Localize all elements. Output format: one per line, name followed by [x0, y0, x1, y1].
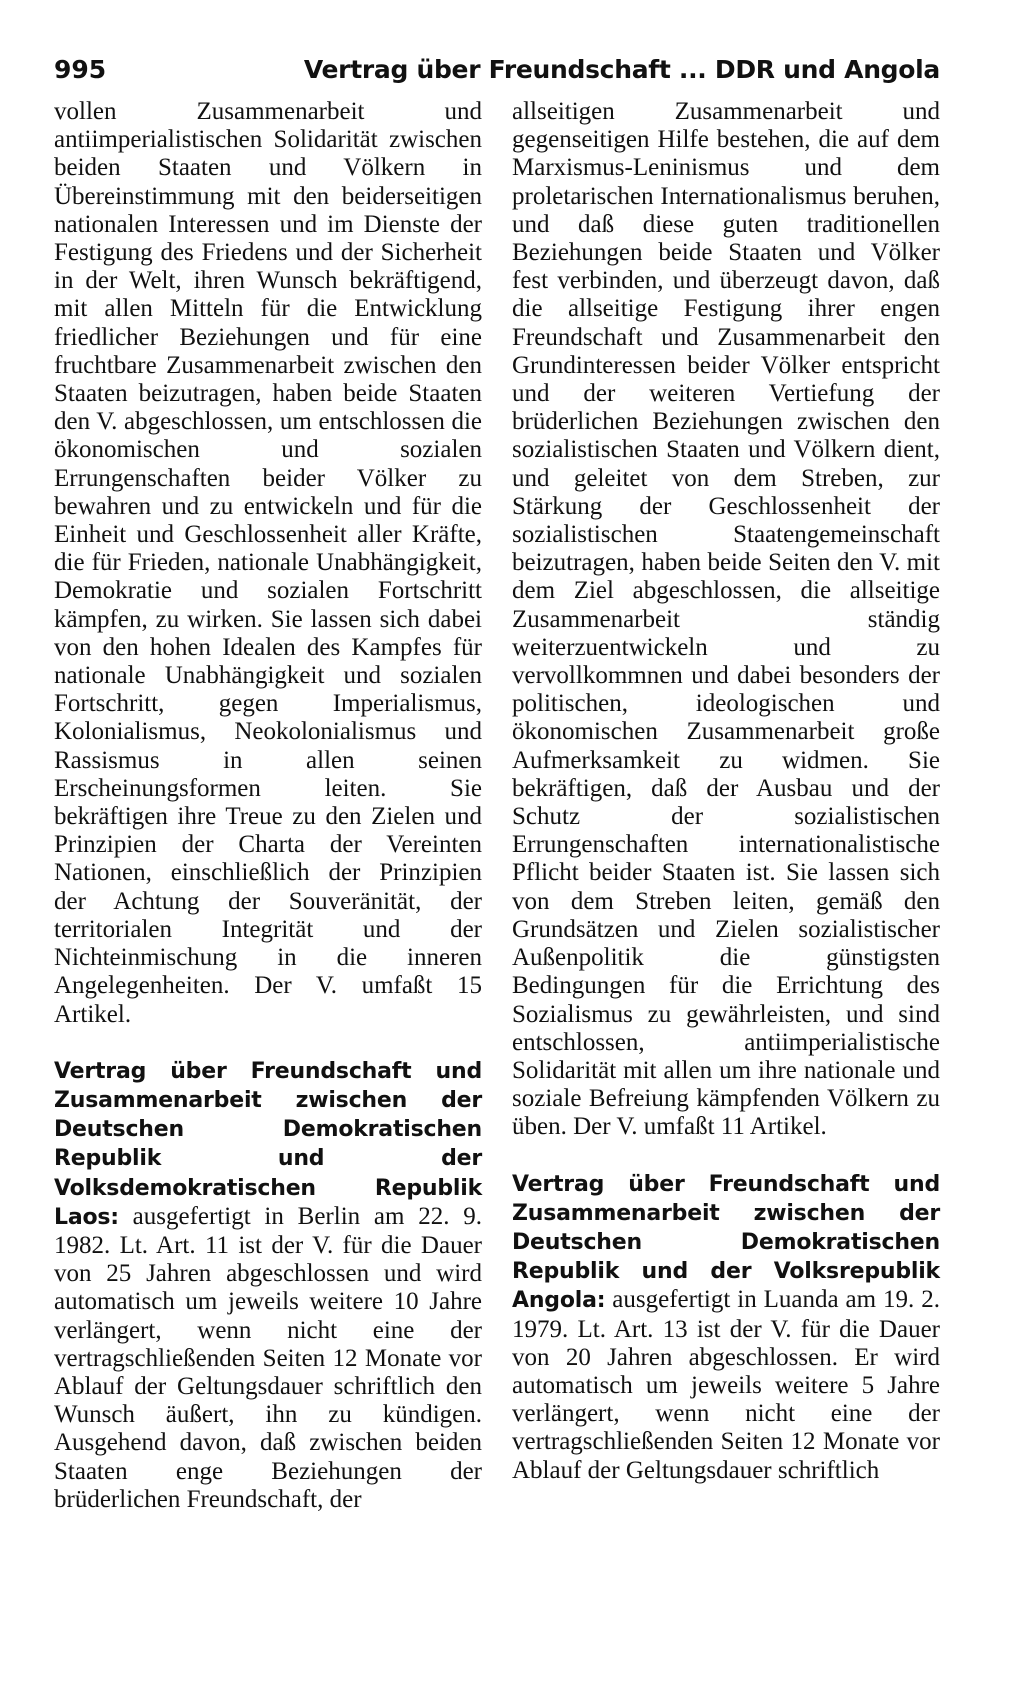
page-header — [54, 50, 940, 90]
continued-paragraph: vollen Zusammenarbeit und antiimperialistischen Solidarität zwischen beiden Staaten und Völkern in Übereinstimmung mit den beiderseitigen nationalen Interessen und im Dienste der Festigung des Friedens und der Sicherheit in der Welt, ihren Wunsch bekräftigend, mit allen Mitteln für die Entwicklung friedlicher Beziehungen und für eine fruchtbare Zusammenarbeit zwischen den Staaten beizutragen, haben beide Staaten den V. abgeschlossen, um entschlossen die ökonomischen und sozialen Errungenschaften beider Völker zu bewahren und zu entwickeln und für die Einheit und Geschlossenheit aller Kräfte, die für Frieden, nationale Unabhängigkeit, Demokratie und sozialen Fortschritt kämpfen, zu wirken. Sie lassen sich dabei von den hohen Idealen des Kampfes für nationale Unabhängigkeit und sozialen Fortschritt, gegen Imperialismus, Kolonialismus, Neokolonialismus und Rassismus in allen seinen Erscheinungsformen leiten. Sie bekräftigen ihre Treue zu den Zielen und Prinzipien der Charta der Vereinten Nationen, einschließlich der Prinzipien der Achtung der Souveränität, der territorialen Integrität und der Nichteinmischung in die inneren Angelegenheiten. Der V. umfaßt 15 Artikel. — [54, 98, 482, 1028]
right-column — [512, 98, 940, 1485]
entry-title: Vertrag über Freundschaft und Zusammenarbeit zwischen der Deutschen Demokratischen Republik und der Volksrepublik Angola: — [512, 1171, 940, 1314]
running-head: Vertrag über Freundschaft ... DDR und Angola — [303, 55, 940, 84]
left-column — [54, 98, 482, 1514]
entry-text: ausgefertigt in Berlin am 22. 9. 1982. Lt. Art. 11 ist der V. für die Dauer von 25 Jahren abgeschlossen und wird automatisch um jeweils weitere 10 Jahre verlängert, wenn nicht eine der vertragschließenden Seiten 12 Monate vor Ablauf der Geltungsdauer schriftlich den Wunsch äußert, ihn zu kündigen. Ausgehend davon, daß zwischen beiden Staaten enge Beziehungen der brüderlichen Freundschaft, der — [54, 1202, 482, 1513]
entry-text: ausgefertigt in Luanda am 19. 2. 1979. Lt. Art. 13 ist der V. für die Dauer von 20 Jahren abgeschlossen. Er wird automatisch um jeweils weitere 5 Jahre verlängert, wenn nicht eine der vertragschließenden Seiten 12 Monate vor Ablauf der Geltungsdauer schriftlich — [512, 1286, 940, 1484]
page-number: 995 — [54, 55, 107, 84]
continued-paragraph: allseitigen Zusammenarbeit und gegenseitigen Hilfe bestehen, die auf dem Marxismus-Leninismus und dem proletarischen Internationalismus beruhen, und daß diese guten traditionellen Beziehungen beide Staaten und Völker fest verbinden, und überzeugt davon, daß die allseitige Festigung ihrer engen Freundschaft und Zusammenarbeit den Grundinteressen beider Völker entspricht und der weiteren Vertiefung der brüderlichen Beziehungen zwischen den sozialistischen Staaten und Völkern dient, und geleitet von dem Streben, zur Stärkung der Geschlossenheit der sozialistischen Staatengemeinschaft beizutragen, haben beide Seiten den V. mit dem Ziel abgeschlossen, die allseitige Zusammenarbeit ständig weiterzuentwickeln und zu vervollkommnen und dabei besonders der politischen, ideologischen und ökonomischen Zusammenarbeit große Aufmerksamkeit zu widmen. Sie bekräftigen, daß der Ausbau und der Schutz der sozialistischen Errungenschaften internationalistische Pflicht beider Staaten ist. Sie lassen sich von dem Streben leiten, gemäß den Grundsätzen und Zielen sozialistischer Außenpolitik die günstigsten Bedingungen für die Errichtung des Sozialismus zu gewährleisten, und sind entschlossen, antiimperialistische Solidarität mit allen um ihre nationale und soziale Befreiung kämpfenden Völkern zu üben. Der V. umfaßt 11 Artikel. — [512, 98, 940, 1141]
entry-angola — [512, 1170, 940, 1485]
entry-laos — [54, 1057, 482, 1514]
entry-title: Vertrag über Freundschaft und Zusammenarbeit zwischen der Deutschen Demokratischen Republik und der Volksdemokratischen Republik Laos: — [54, 1058, 482, 1230]
